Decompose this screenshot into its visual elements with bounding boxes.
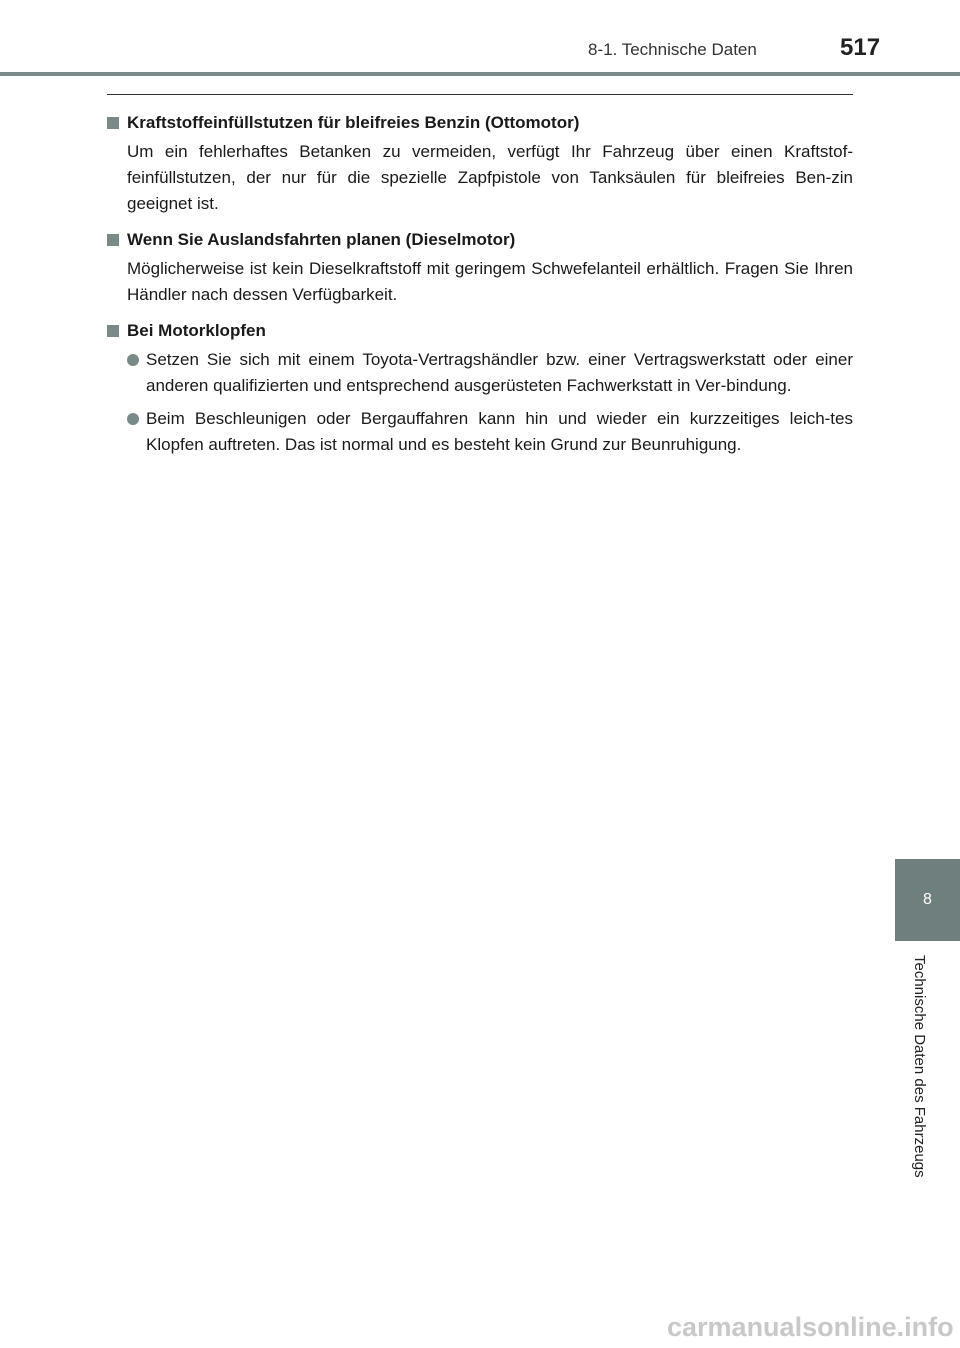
circle-bullet-icon (127, 413, 139, 425)
section-heading-text: Wenn Sie Auslandsfahrten planen (Dieselmotor) (127, 230, 516, 249)
square-bullet-icon (107, 325, 119, 337)
list-item (127, 347, 853, 399)
section-heading-text: Bei Motorklopfen (127, 321, 266, 340)
section-heading (107, 318, 853, 344)
chapter-number: 8 (923, 891, 932, 908)
section-body: Möglicherweise ist kein Dieselkraftstoff mit geringem Schwefelanteil erhältlich. Fragen Sie Ihren Händler nach dessen Verfügbarkeit. (127, 259, 853, 304)
section-heading (107, 110, 853, 136)
section-fuel-filler (107, 110, 853, 217)
watermark: carmanualsonline.info (667, 1312, 954, 1342)
header-rule (0, 72, 960, 76)
section-travel-abroad (107, 227, 853, 308)
circle-bullet-icon (127, 354, 139, 366)
header-section-title: 8-1. Technische Daten (588, 40, 757, 59)
list-item-text: Beim Beschleunigen oder Bergauffahren kann hin und wieder ein kurzzeitiges leich-tes Klopfen auftreten. Das ist normal und es besteht kein Grund zur Beunruhigung. (146, 409, 853, 454)
section-heading-text: Kraftstoffeinfüllstutzen für bleifreies Benzin (Ottomotor) (127, 113, 580, 132)
chapter-title-vertical: Technische Daten des Fahrzeugs (911, 955, 928, 1178)
square-bullet-icon (107, 234, 119, 246)
chapter-tab[interactable] (895, 859, 960, 941)
square-bullet-icon (107, 117, 119, 129)
section-engine-knocking (107, 318, 853, 458)
main-content (107, 110, 853, 468)
section-heading (107, 227, 853, 253)
content-top-rule (107, 94, 853, 95)
page-number: 517 (840, 34, 881, 61)
section-body: Um ein fehlerhaftes Betanken zu vermeiden, verfügt Ihr Fahrzeug über einen Kraftstof-feinfüllstutzen, der nur für die spezielle Zapfpistole von Tanksäulen für bleifreies Ben-zin geeignet ist. (127, 142, 853, 213)
list-item-text: Setzen Sie sich mit einem Toyota-Vertragshändler bzw. einer Vertragswerkstatt oder einer anderen qualifizierten und entsprechend ausgerüsteten Fachwerkstatt in Ver-bindung. (146, 350, 853, 395)
list-item (127, 406, 853, 458)
